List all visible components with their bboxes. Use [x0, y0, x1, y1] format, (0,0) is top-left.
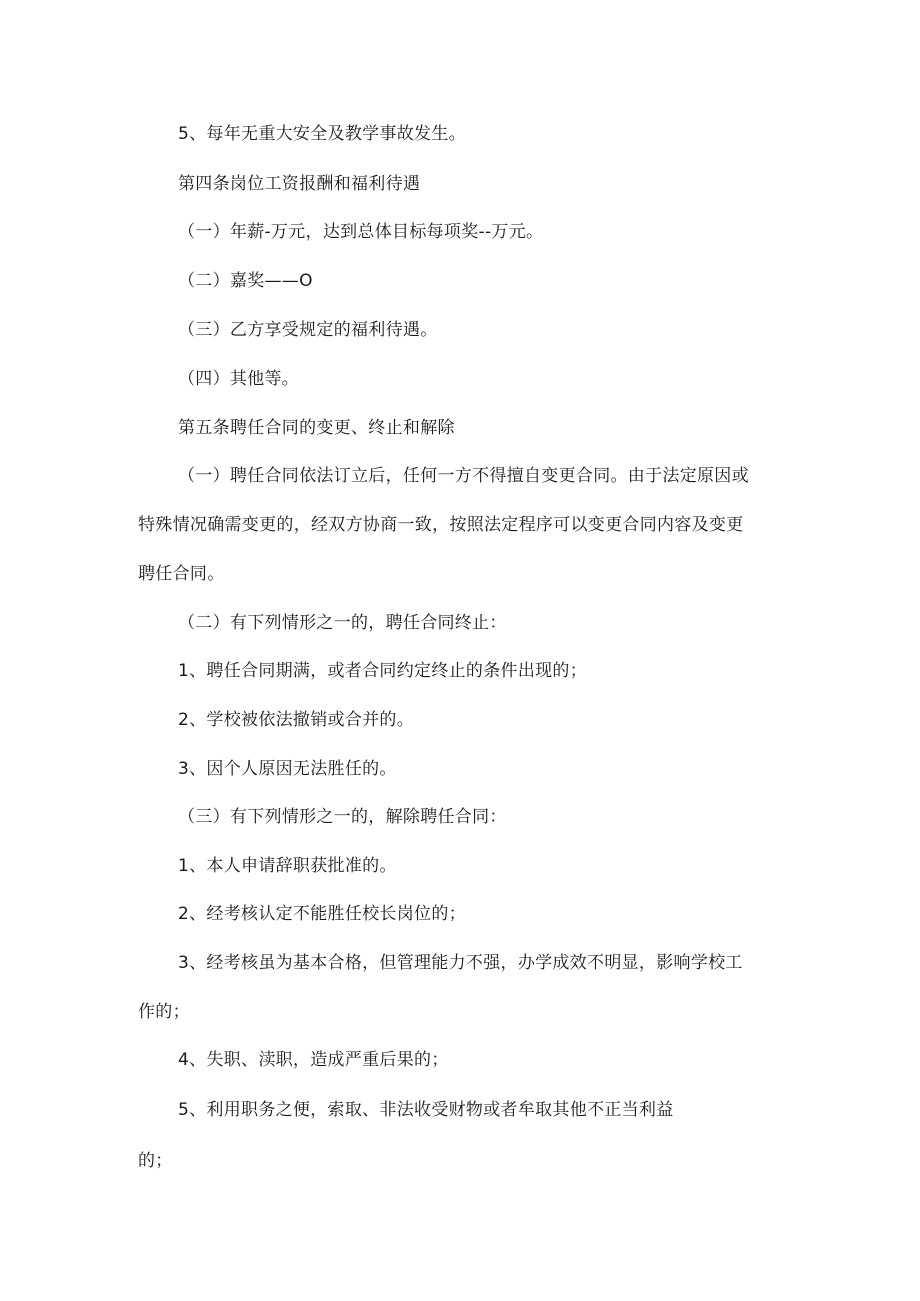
paragraph-line: 5、利用职务之便，索取、非法收受财物或者牟取其他不正当利益 — [178, 1100, 674, 1120]
paragraph-line: （一）聘任合同依法订立后，任何一方不得擅自变更合同。由于法定原因或 — [178, 466, 749, 486]
paragraph-line: 4、失职、渎职，造成严重后果的； — [178, 1050, 449, 1070]
paragraph-line: 2、经考核认定不能胜任校长岗位的； — [178, 904, 466, 924]
section-heading: 第五条聘任合同的变更、终止和解除 — [178, 418, 455, 438]
section-heading: 第四条岗位工资报酬和福利待遇 — [178, 174, 421, 194]
paragraph-line: 3、因个人原因无法胜任的。 — [178, 759, 397, 779]
paragraph-line: （一）年薪-万元，达到总体目标每项奖--万元。 — [178, 222, 544, 242]
paragraph-line: （三）乙方享受规定的福利待遇。 — [178, 320, 438, 340]
paragraph-line: 3、经考核虽为基本合格，但管理能力不强，办学成效不明显，影响学校工 — [178, 953, 743, 973]
paragraph-line: 5、每年无重大安全及教学事故发生。 — [178, 124, 466, 144]
paragraph-line: 聘任合同。 — [138, 564, 225, 584]
paragraph-line: 的； — [138, 1151, 173, 1171]
paragraph-line: （二）有下列情形之一的，聘任合同终止： — [178, 613, 507, 633]
paragraph-line: 特殊情况确需变更的，经双方协商一致，按照法定程序可以变更合同内容及变更 — [138, 515, 744, 535]
paragraph-line: 1、本人申请辞职获批准的。 — [178, 856, 397, 876]
paragraph-line: （三）有下列情形之一的，解除聘任合同： — [178, 807, 507, 827]
paragraph-line: 1、聘任合同期满，或者合同约定终止的条件出现的； — [178, 661, 588, 681]
paragraph-line: 2、学校被依法撤销或合并的。 — [178, 710, 415, 730]
paragraph-line: （四）其他等。 — [178, 369, 300, 389]
paragraph-line: 作的； — [138, 1002, 190, 1022]
paragraph-line: （二）嘉奖——O — [178, 271, 313, 291]
